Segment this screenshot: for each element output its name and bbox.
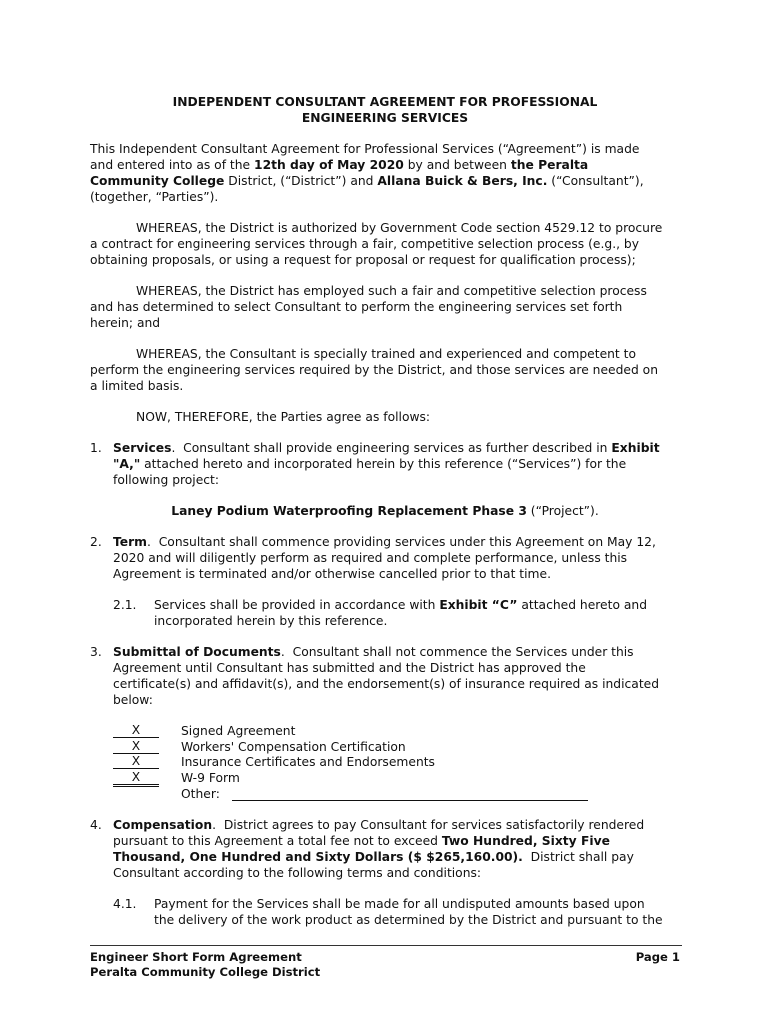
- section-2-1-line-1: Services shall be provided in accordance with Exhibit “C” attached hereto and: [154, 598, 648, 612]
- section-4-line-2: pursuant to this Agreement a total fee not to exceed Two Hundred, Sixty Five: [113, 834, 610, 848]
- section-4-1-line-1: Payment for the Services shall be made for all undisputed amounts based upon: [154, 897, 645, 911]
- whereas-3-line-3: a limited basis.: [90, 379, 184, 393]
- footer-form-name: Engineer Short Form Agreement: [90, 950, 302, 964]
- other-blank-line: [232, 800, 588, 801]
- section-2-line-3: Agreement is terminated and/or otherwise cancelled prior to that time.: [113, 567, 551, 581]
- section-2-1-line-2: incorporated herein by this reference.: [154, 614, 388, 628]
- document-title-line-2: ENGINEERING SERVICES: [301, 111, 469, 125]
- checklist-mark: X: [113, 754, 159, 769]
- footer-district-name: Peralta Community College District: [90, 965, 321, 979]
- section-1-line-1: Services. Consultant shall provide engineering services as further described in Exhibit: [113, 441, 660, 455]
- project-name-line: Laney Podium Waterproofing Replacement Phase 3 (“Project”).: [171, 504, 599, 518]
- section-4-line-1: Compensation. District agrees to pay Consultant for services satisfactorily rendered: [113, 818, 645, 832]
- intro-line-1: This Independent Consultant Agreement for Professional Services (“Agreement”) is made: [90, 142, 640, 156]
- whereas-2-line-2: and has determined to select Consultant to perform the engineering services set forth: [90, 300, 623, 314]
- section-3-number: 3.: [90, 645, 102, 659]
- whereas-3-line-2: perform the engineering services required by the District, and those services are needed on: [90, 363, 658, 377]
- section-4-1-number: 4.1.: [113, 897, 137, 911]
- whereas-2-line-3: herein; and: [90, 316, 161, 330]
- section-4-1-line-2: the delivery of the work product as determined by the District and pursuant to the: [154, 913, 663, 927]
- checklist-label: Signed Agreement: [181, 724, 296, 738]
- footer-rule: [90, 945, 682, 946]
- checklist-label: Workers' Compensation Certification: [181, 740, 406, 754]
- checklist-mark: X: [113, 723, 159, 738]
- intro-line-3: Community College District, (“District”) and Allana Buick & Bers, Inc. (“Consultant”),: [90, 174, 644, 188]
- section-3-line-1: Submittal of Documents. Consultant shall not commence the Services under this: [113, 645, 634, 659]
- section-4-number: 4.: [90, 818, 102, 832]
- section-1-line-3: following project:: [113, 473, 220, 487]
- section-1-number: 1.: [90, 441, 102, 455]
- whereas-1-line-3: obtaining proposals, or using a request for proposal or request for qualification process);: [90, 253, 636, 267]
- section-2-line-2: 2020 and will diligently perform as required and complete performance, unless this: [113, 551, 628, 565]
- section-1-line-2: "A," attached hereto and incorporated herein by this reference (“Services”) for the: [113, 457, 627, 471]
- section-3-line-4: below:: [113, 693, 153, 707]
- section-3-line-3: certificate(s) and affidavit(s), and the endorsement(s) of insurance required as indicated: [113, 677, 660, 691]
- section-4-line-4: Consultant according to the following terms and conditions:: [113, 866, 482, 880]
- checklist-label-other: Other:: [181, 787, 220, 801]
- checklist-label: W-9 Form: [181, 771, 240, 785]
- checklist-mark-blank: [113, 786, 159, 787]
- intro-line-2: and entered into as of the 12th day of May 2020 by and between the Peralta: [90, 158, 589, 172]
- checklist-label: Insurance Certificates and Endorsements: [181, 755, 435, 769]
- whereas-2-line-1: WHEREAS, the District has employed such a fair and competitive selection process: [136, 284, 647, 298]
- checklist-mark: X: [113, 770, 159, 785]
- section-2-line-1: Term. Consultant shall commence providing services under this Agreement on May 12,: [113, 535, 656, 549]
- checklist-mark: X: [113, 739, 159, 754]
- now-therefore-line: NOW, THEREFORE, the Parties agree as follows:: [136, 410, 431, 424]
- whereas-1-line-1: WHEREAS, the District is authorized by Government Code section 4529.12 to procure: [136, 221, 663, 235]
- footer-page-number: Page 1: [635, 950, 680, 964]
- intro-line-4: (together, “Parties”).: [90, 190, 219, 204]
- whereas-3-line-1: WHEREAS, the Consultant is specially trained and experienced and competent to: [136, 347, 637, 361]
- section-3-line-2: Agreement until Consultant has submitted and the District has approved the: [113, 661, 586, 675]
- section-4-line-3: Thousand, One Hundred and Sixty Dollars ($ $265,160.00). District shall pay: [113, 850, 634, 864]
- document-title-line-1: INDEPENDENT CONSULTANT AGREEMENT FOR PROFESSIONAL: [172, 95, 598, 109]
- section-2-1-number: 2.1.: [113, 598, 137, 612]
- section-2-number: 2.: [90, 535, 102, 549]
- whereas-1-line-2: a contract for engineering services through a fair, competitive selection process (e.g., by: [90, 237, 640, 251]
